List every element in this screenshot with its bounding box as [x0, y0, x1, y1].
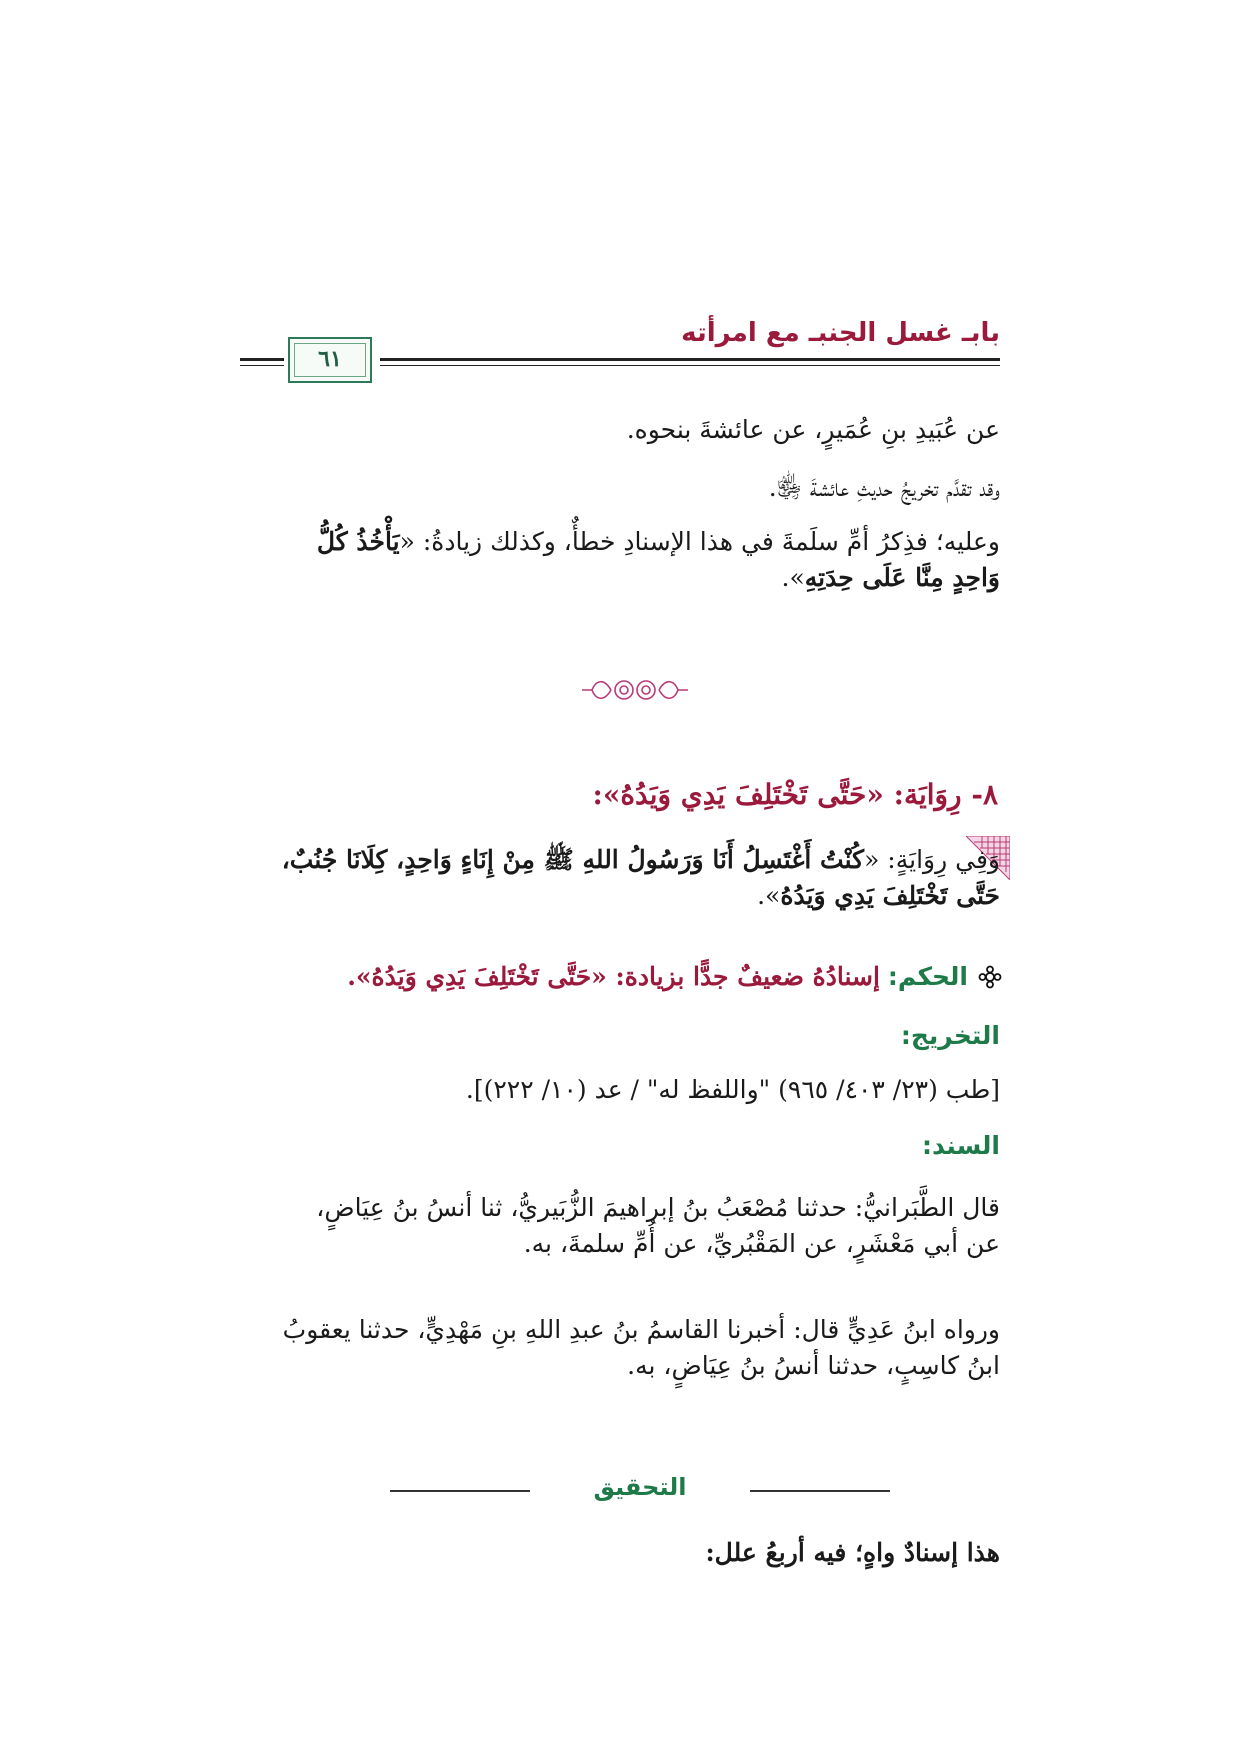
takhrij-text: [طب (٢٣/ ٤٠٣/ ٩٦٥) "واللفظ له" / عد (١٠/ ٢٢٢)].	[465, 1075, 1000, 1104]
divider-line-left	[390, 1490, 530, 1492]
tahqiq-heading: التحقيق	[593, 1473, 687, 1501]
paragraph-2: وقد تقدَّم تخريجُ حديثِ عائشةَ ﵂.	[768, 473, 1000, 502]
ornament-divider-icon	[580, 670, 690, 710]
paragraph-3-line-1-plain: وعليه؛ فذِكرُ أمِّ سلَمةَ في هذا الإسنادِ خطأٌ، وكذلك زيادةُ: «	[399, 527, 1000, 556]
sanad-heading: السند:	[921, 1131, 1000, 1160]
tahqiq-text: هذا إسنادٌ واهٍ؛ فيه أربعُ علل:	[705, 1538, 1000, 1567]
riwaya-line-1-quote: كُنْتُ أَغْتَسِلُ أَنَا وَرَسُولُ اللهِ ﷺ مِنْ إِنَاءٍ وَاحِدٍ، كِلَانَا جُنُبٌ،	[281, 845, 865, 874]
riwaya-line-1-plain: وَفِي رِوَايَةٍ: «	[864, 845, 1000, 874]
takhrij-heading: التخريج:	[900, 1021, 1000, 1050]
paragraph-3-line-2-end: ».	[781, 563, 805, 592]
header-rule-left-bottom	[240, 365, 284, 366]
hukm-row	[347, 962, 1002, 991]
sanad-paragraph-1	[240, 1190, 1000, 1262]
sanad-p1-line-2: عن أبي مَعْشَرٍ، عن المَقْبُريِّ، عن أُمِّ سلمةَ، به.	[523, 1229, 1000, 1258]
header-rule-top	[380, 358, 1000, 361]
riwaya-heading: ٨- رِوَايَة: «حَتَّى تَخْتَلِفَ يَدِي وَيَدُهُ»:	[592, 778, 998, 811]
page-number: ٦١	[318, 346, 342, 372]
sanad-paragraph-2	[240, 1312, 1000, 1384]
page-header	[240, 318, 1000, 388]
hukm-label: الحكم:	[887, 962, 968, 991]
divider-line-right	[750, 1490, 890, 1492]
tahqiq-divider	[390, 1473, 890, 1507]
header-rule-left-top	[240, 358, 284, 361]
flower-icon	[978, 965, 1002, 989]
sanad-p2-line-1: ورواه ابنُ عَدِيٍّ قال: أخبرنا القاسمُ بنُ عبدِ اللهِ بنِ مَهْدِيٍّ، حدثنا يعقوبُ	[282, 1315, 1000, 1344]
riwaya-line-2-end: ».	[757, 881, 781, 910]
paragraph-3-line-1-quote: يَأْخُذُ كُلُّ	[316, 527, 400, 556]
riwaya-line-2-quote: حَتَّى تَخْتَلِفَ يَدِي وَيَدُهُ	[780, 881, 1000, 910]
sanad-p1-line-1: قال الطَّبَرانيُّ: حدثنا مُصْعَبُ بنُ إبراهيمَ الزُّبَيريُّ، ثنا أنسُ بنُ عِيَاضٍ،	[316, 1193, 1000, 1222]
sanad-p2-line-2: ابنُ كاسِبٍ، حدثنا أنسُ بنُ عِيَاضٍ، به.	[627, 1351, 1000, 1380]
chapter-title: بابـ غسل الجنبـ مع امرأته	[681, 318, 1000, 348]
paragraph-3	[240, 524, 1000, 596]
riwaya-text	[240, 842, 1000, 914]
page-number-box	[288, 337, 372, 383]
paragraph-3-line-2-quote: وَاحِدٍ مِنَّا عَلَى حِدَتِهِ	[804, 563, 1000, 592]
header-rule-bottom	[380, 365, 1000, 366]
paragraph-1: عن عُبَيدِ بنِ عُمَيرٍ، عن عائشةَ بنحوه.	[626, 415, 1000, 444]
hukm-text: إسنادُهُ ضعيفٌ جدًّا بزيادة: «حَتَّى تَخْتَلِفَ يَدِي وَيَدُهُ».	[347, 962, 880, 991]
